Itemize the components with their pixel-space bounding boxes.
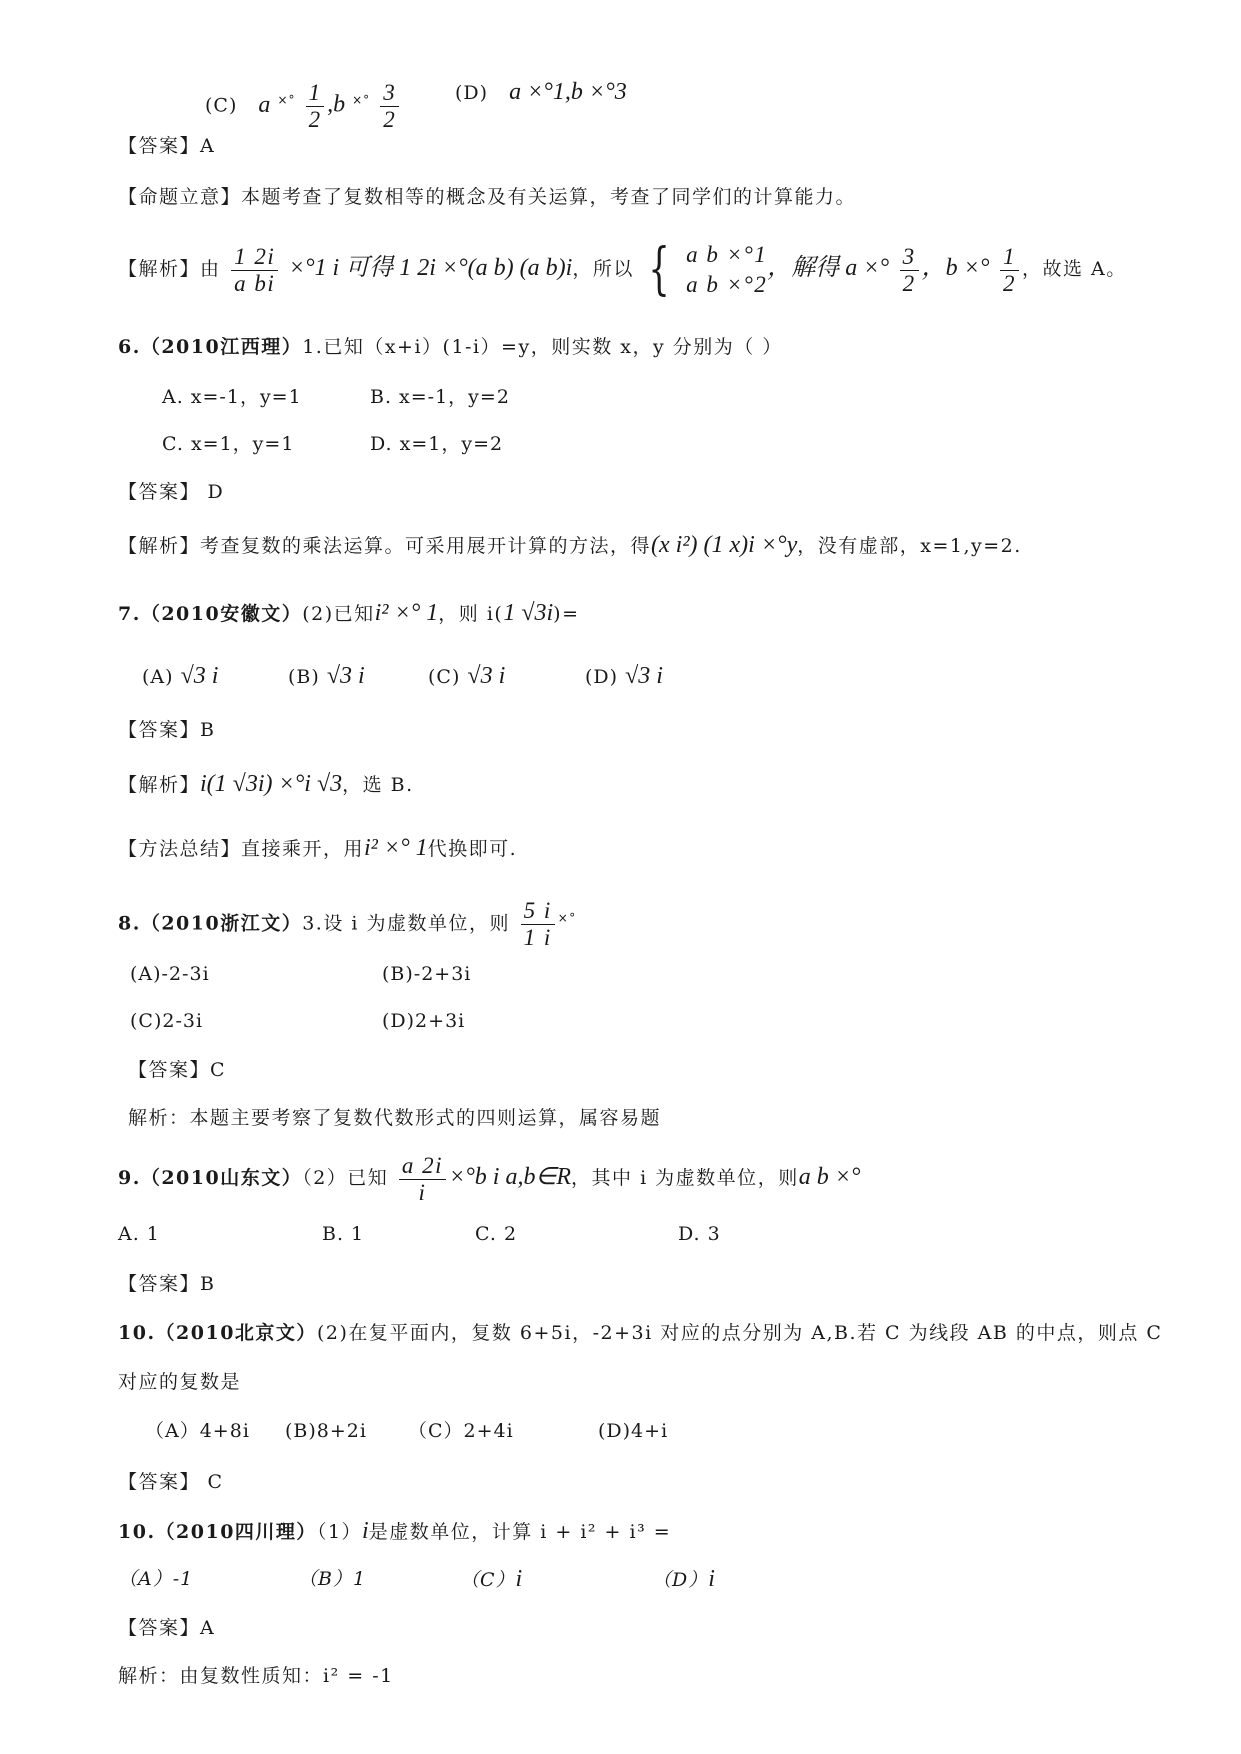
- equation-system: a b ×°1 a b ×°2: [686, 242, 768, 297]
- q7-option-d: (D) √3 i: [585, 663, 663, 689]
- q7-option-a: (A) √3 i: [142, 663, 219, 689]
- fraction: $\frac{5 i}{1 i}$: [521, 898, 555, 951]
- q6-stem: 6.（2010江西理）1.已知（x+i）(1-i）=y，则实数 x，y 分别为（ ）: [118, 336, 783, 358]
- fraction: $\frac{3}{2}$: [380, 80, 399, 133]
- question-title: 10.（2010四川理）: [118, 1521, 317, 1543]
- question-title: 6.（2010江西理）: [118, 336, 303, 358]
- q9-answer: 【答案】B: [118, 1273, 216, 1295]
- q9-stem: 9.（2010山东文）（2）已知 $\frac{a 2i}{i}$ ×°b i a,b∈R，其中 i 为虚数单位，则a b ×°: [118, 1152, 861, 1205]
- q6-option-d: D. x=1，y=2: [370, 433, 504, 455]
- q10a-stem: 10.（2010北京文）(2)在复平面内，复数 6+5i，-2+3i 对应的点分别为 A,B.若 C 为线段 AB 的中点，则点 C: [118, 1322, 1163, 1344]
- q7-answer: 【答案】B: [118, 719, 216, 741]
- q6-option-a: A. x=-1，y=1: [162, 386, 302, 408]
- equals-symbol: ×°: [352, 93, 371, 108]
- q10b-option-b: （B）1: [298, 1568, 367, 1590]
- option-math: a ×°1,b ×°3: [509, 79, 627, 105]
- q5-intent: 【命题立意】本题考查了复数相等的概念及有关运算，考查了同学们的计算能力。: [118, 186, 857, 208]
- equals-symbol: ×°: [277, 93, 296, 108]
- fraction: $\frac{1}{2}$: [306, 80, 325, 133]
- question-title: 9.（2010山东文）: [118, 1167, 303, 1189]
- question-title: 8.（2010浙江文）: [118, 912, 303, 935]
- question-title: 7.（2010安徽文）: [118, 603, 303, 625]
- fraction: $\frac{1}{2}$: [1000, 244, 1019, 297]
- q5-option-c: [205, 80, 402, 133]
- q7-analysis: 【解析】i(1 √3i) ×°i √3，选 B.: [118, 771, 414, 797]
- fraction: $\frac{1 2i}{\text{a bi}}$: [231, 244, 278, 297]
- q7-option-b: (B) √3 i: [288, 663, 365, 689]
- q9-option-c: C. 2: [475, 1223, 518, 1245]
- q10b-analysis: 解析：由复数性质知：i² = -1: [118, 1665, 394, 1687]
- option-label: (C): [205, 94, 238, 117]
- fraction: $\frac{a 2i}{i}$: [399, 1153, 446, 1206]
- q7-option-c: (C) √3 i: [428, 663, 506, 689]
- q6-analysis: 【解析】考查复数的乘法运算。可采用展开计算的方法，得(x i²) (1 x)i ×°y，没有虚部，x=1,y=2.: [118, 532, 1022, 558]
- q5-analysis: 【解析】由 $\frac{1 2i}{\text{a bi}}$ ×°1 i 可得 1 2i ×°(a b) (a b)i，所以 { a b ×°1 a b ×°2 ，解得 a ×° $\frac{3}{2}$ ，b ×° $\frac{1}{2}$ ，故选 A。: [118, 237, 1127, 302]
- q8-option-b: (B)-2+3i: [382, 963, 472, 985]
- q10a-option-b: (B)8+2i: [285, 1420, 367, 1442]
- brace: {: [648, 237, 672, 302]
- q10a-answer: 【答案】 C: [118, 1471, 224, 1493]
- q10b-option-a: （A）-1: [118, 1568, 194, 1590]
- q8-answer: 【答案】C: [128, 1059, 227, 1081]
- q8-option-a: (A)-2-3i: [130, 963, 210, 985]
- question-title: 10.（2010北京文）: [118, 1322, 317, 1344]
- q8-option-c: (C)2-3i: [130, 1010, 204, 1032]
- q5-answer: 【答案】A: [118, 135, 216, 157]
- q10b-option-c: （C）i: [460, 1566, 523, 1592]
- q10b-option-d: （D）i: [652, 1566, 715, 1592]
- q8-stem: 8.（2010浙江文）3.设 i 为虚数单位，则 $\frac{5 i}{1 i}$ ×°: [118, 897, 577, 950]
- q10a-option-c: （C）2+4i: [408, 1420, 514, 1442]
- q5-option-d: [455, 80, 627, 105]
- q10a-option-d: (D)4+i: [598, 1420, 669, 1442]
- q10b-answer: 【答案】A: [118, 1617, 216, 1639]
- q10a-stem-cont: 对应的复数是: [118, 1371, 242, 1393]
- q7-method: 【方法总结】直接乘开，用i² ×° 1代换即可.: [118, 835, 518, 861]
- option-math: a: [258, 91, 271, 118]
- option-math: ,b: [327, 91, 346, 118]
- q7-stem: 7.（2010安徽文）(2)已知i² ×° 1，则 i(1 √3i)=: [118, 600, 580, 626]
- q10a-option-a: （A）4+8i: [145, 1420, 250, 1442]
- q9-option-d: D. 3: [678, 1223, 721, 1245]
- q6-answer: 【答案】 D: [118, 481, 225, 503]
- option-label: (D): [455, 82, 489, 104]
- q10b-stem: 10.（2010四川理）（1）i是虚数单位，计算 i + i² + i³ =: [118, 1518, 672, 1544]
- q6-option-c: C. x=1，y=1: [162, 433, 295, 455]
- q8-option-d: (D)2+3i: [382, 1010, 466, 1032]
- q6-option-b: B. x=-1，y=2: [370, 386, 510, 408]
- fraction: $\frac{3}{2}$: [900, 244, 919, 297]
- q9-option-b: B. 1: [322, 1223, 365, 1245]
- q9-option-a: A. 1: [118, 1223, 160, 1245]
- q8-analysis: 解析：本题主要考察了复数代数形式的四则运算，属容易题: [128, 1107, 662, 1129]
